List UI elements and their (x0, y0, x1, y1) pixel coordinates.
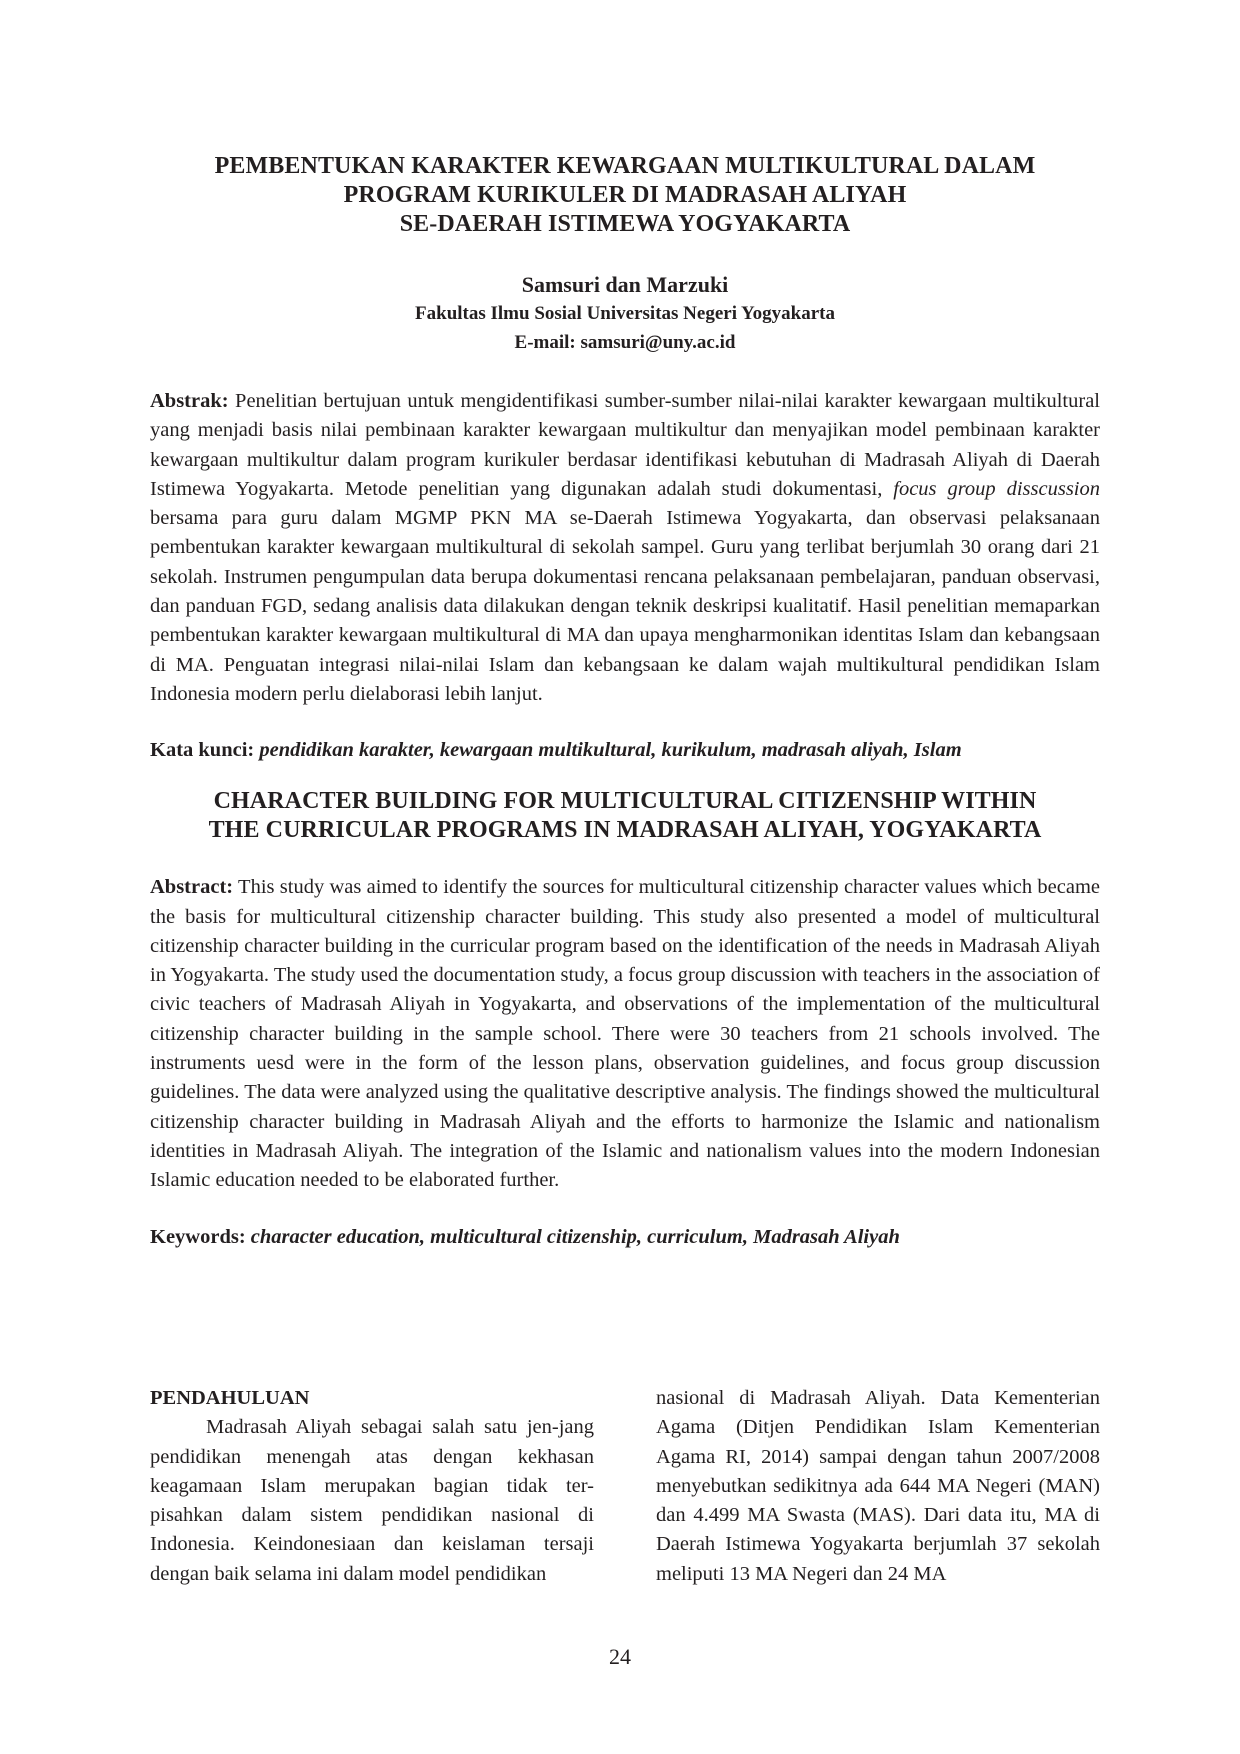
kata-kunci (150, 736, 1100, 765)
title-english (150, 787, 1100, 845)
left-column (150, 1384, 594, 1589)
right-column (656, 1384, 1100, 1589)
abstrak-text-2: bersama para guru dalam MGMP PKN MA se-Daerah Istimewa Yogyakarta, dan observasi pelaksanaan pembentukan karakter kewargaan multikultural di sekolah sampel. Guru yang terlibat berjumlah 30 orang dari 21 sekolah. Instrumen pengumpulan data berupa dokumentasi rencana pelaksanaan pembelajaran, panduan observasi, dan panduan FGD, sedang analisis data dilakukan dengan teknik deskripsi kualitatif. Hasil penelitian memaparkan pembentukan karakter kewargaan multikultural di MA dan upaya mengharmonikan identitas Islam dan kebangsaan di MA. Penguatan integrasi nilai-nilai Islam dan kebangsaan ke dalam wajah multikultural pendidikan Islam Indonesia modern perlu dielaborasi lebih lanjut. (150, 507, 1100, 705)
author-affiliation: Fakultas Ilmu Sosial Universitas Negeri Yogyakarta (415, 303, 835, 324)
kata-kunci-label: Kata kunci: (150, 739, 255, 762)
title-en-line-1: CHARACTER BUILDING FOR MULTICULTURAL CITIZENSHIP WITHIN (213, 788, 1037, 815)
title-line-3: SE-DAERAH ISTIMEWA YOGYAKARTA (399, 211, 851, 237)
author-names: Samsuri dan Marzuki (521, 272, 729, 297)
title-line-2: PROGRAM KURIKULER DI MADRASAH ALIYAH (343, 182, 907, 208)
page-number: 24 (609, 1644, 631, 1669)
keywords-terms: character education, multicultural citizenship, curriculum, Madrasah Aliyah (250, 1225, 900, 1248)
keywords (150, 1223, 1100, 1252)
abstract-paragraph (150, 873, 1100, 1195)
kata-kunci-terms: pendidikan karakter, kewargaan multikultural, kurikulum, madrasah aliyah, Islam (259, 739, 962, 762)
abstrak-text-1: Penelitian bertujuan untuk mengidentifikasi sumber-sumber nilai-nilai karakter kewargaan multikultural yang menjadi basis nilai pembinaan karakter kewargaan multikultur dan menyajikan model pembinaan karakter kewargaan multikultur dalam program kurikuler berdasar identifikasi kebutuhan di Madrasah Aliyah di Daerah Istimewa Yogyakarta. Metode penelitian yang digunakan adalah studi dokumentasi, (150, 390, 1100, 500)
title-line-1: PEMBENTUKAN KARAKTER KEWARGAAN MULTIKULTURAL DALAM (214, 153, 1036, 179)
left-column-paragraph: Madrasah Aliyah sebagai salah satu jen-jang pendidikan menengah atas dengan kekhasan keagamaan Islam merupakan bagian tidak ter-pisahkan dalam sistem pendidikan nasional di Indonesia. Keindonesiaan dan keislaman tersaji dengan baik selama ini dalam model pendidikan (150, 1416, 594, 1585)
keywords-label: Keywords: (150, 1225, 246, 1248)
abstrak-italic-term: focus group disscussion (893, 477, 1100, 500)
section-heading: PENDAHULUAN (150, 1387, 310, 1409)
body-columns (150, 1384, 1100, 1589)
right-column-paragraph: nasional di Madrasah Aliyah. Data Kementerian Agama (Ditjen Pendidikan Islam Kementerian Agama RI, 2014) sampai dengan tahun 2007/2008 menyebutkan sedikitnya ada 644 MA Negeri (MAN) dan 4.499 MA Swasta (MAS). Dari data itu, MA di Daerah Istimewa Yogyakarta berjumlah 37 sekolah meliputi 13 MA Negeri dan 24 MA (656, 1387, 1100, 1585)
title-en-line-2: THE CURRICULAR PROGRAMS IN MADRASAH ALIYAH, YOGYAKARTA (208, 817, 1042, 844)
abstract-label: Abstract: (150, 876, 234, 899)
author-block (150, 271, 1100, 357)
abstrak-paragraph (150, 387, 1100, 709)
title-indonesian (150, 152, 1100, 239)
article-header-area (150, 152, 1100, 1252)
author-email: E-mail: samsuri@uny.ac.id (514, 332, 736, 353)
abstract-text: This study was aimed to identify the sources for multicultural citizenship character values which became the basis for multicultural citizenship character building. This study also presented a model of multicultural citizenship character building in the curricular program based on the identification of the needs in Madrasah Aliyah in Yogyakarta. The study used the documentation study, a focus group discussion with teachers in the association of civic teachers of Madrasah Aliyah in Yogyakarta, and observations of the implementation of the multicultural citizenship character building in the sample school. There were 30 teachers from 21 schools involved. The instruments uesd were in the form of the lesson plans, observation guidelines, and focus group discussion guidelines. The data were analyzed using the qualitative descriptive analysis. The findings showed the multicultural citizenship character building in Madrasah Aliyah and the efforts to harmonize the Islamic and nationalism identities in Madrasah Aliyah. The integration of the Islamic and nationalism values into the modern Indonesian Islamic education needed to be elaborated further. (150, 876, 1100, 1192)
abstrak-label: Abstrak: (150, 390, 229, 412)
